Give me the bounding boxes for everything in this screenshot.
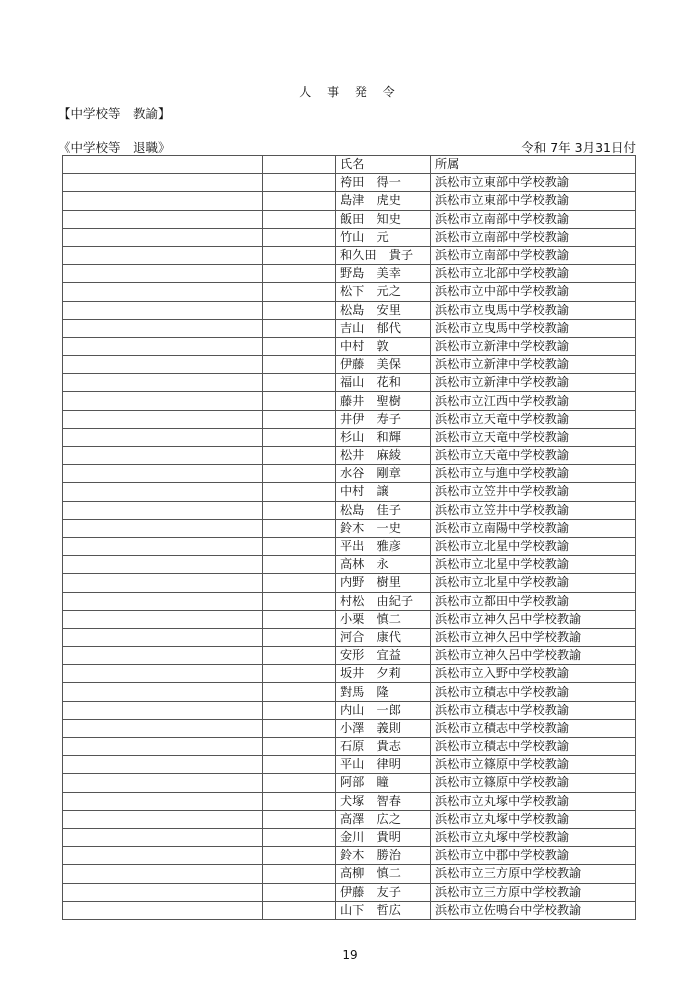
- table-header-row: [63, 156, 636, 174]
- name-cell: 吉山 郁代: [336, 319, 431, 337]
- empty-cell: [63, 210, 263, 228]
- name-cell: 村松 由紀子: [336, 592, 431, 610]
- affiliation-cell: 浜松市立南部中学校教諭: [431, 246, 636, 264]
- empty-cell: [263, 210, 336, 228]
- empty-cell: [263, 701, 336, 719]
- name-cell: 高澤 広之: [336, 810, 431, 828]
- empty-cell: [263, 410, 336, 428]
- empty-cell: [63, 792, 263, 810]
- empty-cell: [263, 337, 336, 355]
- table-row: [63, 374, 636, 392]
- empty-cell: [263, 156, 336, 174]
- name-cell: 野島 美幸: [336, 265, 431, 283]
- table-row: [63, 556, 636, 574]
- name-cell: 河合 康代: [336, 628, 431, 646]
- affiliation-cell: 浜松市立神久呂中学校教諭: [431, 628, 636, 646]
- empty-cell: [63, 719, 263, 737]
- affiliation-cell: 浜松市立篠原中学校教諭: [431, 756, 636, 774]
- name-cell: 高林 永: [336, 556, 431, 574]
- affiliation-cell: 浜松市立丸塚中学校教諭: [431, 828, 636, 846]
- affiliation-cell: 浜松市立天竜中学校教諭: [431, 428, 636, 446]
- affiliation-cell: 浜松市立南部中学校教諭: [431, 210, 636, 228]
- empty-cell: [263, 883, 336, 901]
- table-row: [63, 174, 636, 192]
- affiliation-cell: 浜松市立三方原中学校教諭: [431, 865, 636, 883]
- empty-cell: [63, 756, 263, 774]
- empty-cell: [63, 628, 263, 646]
- empty-cell: [263, 810, 336, 828]
- name-cell: 阿部 瞳: [336, 774, 431, 792]
- affiliation-cell: 浜松市立新津中学校教諭: [431, 374, 636, 392]
- empty-cell: [263, 501, 336, 519]
- table-row: [63, 665, 636, 683]
- empty-cell: [263, 774, 336, 792]
- affiliation-cell: 浜松市立東部中学校教諭: [431, 192, 636, 210]
- affiliation-cell: 浜松市立南陽中学校教諭: [431, 519, 636, 537]
- table-row: [63, 465, 636, 483]
- name-cell: 安形 宜益: [336, 647, 431, 665]
- name-cell: 竹山 元: [336, 228, 431, 246]
- affiliation-cell: 浜松市立積志中学校教諭: [431, 738, 636, 756]
- name-cell: 鈴木 一史: [336, 519, 431, 537]
- affiliation-cell: 浜松市立中部中学校教諭: [431, 283, 636, 301]
- empty-cell: [263, 301, 336, 319]
- table-row: [63, 883, 636, 901]
- empty-cell: [263, 828, 336, 846]
- empty-cell: [263, 719, 336, 737]
- empty-cell: [63, 228, 263, 246]
- name-cell: 金川 貴明: [336, 828, 431, 846]
- empty-cell: [263, 265, 336, 283]
- name-cell: 島津 虎史: [336, 192, 431, 210]
- table-row: [63, 756, 636, 774]
- name-cell: 平出 雅彦: [336, 537, 431, 555]
- table-row: [63, 719, 636, 737]
- affiliation-cell: 浜松市立江西中学校教諭: [431, 392, 636, 410]
- empty-cell: [263, 319, 336, 337]
- name-cell: 中村 敦: [336, 337, 431, 355]
- table-row: [63, 865, 636, 883]
- table-row: [63, 246, 636, 264]
- name-cell: 小澤 義則: [336, 719, 431, 737]
- name-cell: 伊藤 友子: [336, 883, 431, 901]
- empty-cell: [63, 592, 263, 610]
- name-cell: 對馬 隆: [336, 683, 431, 701]
- empty-cell: [263, 574, 336, 592]
- empty-cell: [63, 319, 263, 337]
- name-cell: 杉山 和輝: [336, 428, 431, 446]
- name-cell: 犬塚 智春: [336, 792, 431, 810]
- name-cell: 中村 譲: [336, 483, 431, 501]
- table-row: [63, 447, 636, 465]
- affiliation-cell: 浜松市立新津中学校教諭: [431, 337, 636, 355]
- name-cell: 内山 一郎: [336, 701, 431, 719]
- table-row: [63, 319, 636, 337]
- table-row: [63, 610, 636, 628]
- empty-cell: [263, 592, 336, 610]
- empty-cell: [263, 465, 336, 483]
- empty-cell: [263, 174, 336, 192]
- table-row: [63, 192, 636, 210]
- page-title: 人 事 発 令: [299, 85, 401, 99]
- empty-cell: [263, 447, 336, 465]
- empty-cell: [63, 865, 263, 883]
- empty-cell: [63, 301, 263, 319]
- table-row: [63, 738, 636, 756]
- name-cell: 松島 安里: [336, 301, 431, 319]
- affiliation-cell: 浜松市立丸塚中学校教諭: [431, 792, 636, 810]
- empty-cell: [63, 447, 263, 465]
- empty-cell: [63, 501, 263, 519]
- table-row: [63, 592, 636, 610]
- affiliation-cell: 浜松市立笠井中学校教諭: [431, 483, 636, 501]
- empty-cell: [63, 883, 263, 901]
- affiliation-cell: 浜松市立新津中学校教諭: [431, 356, 636, 374]
- empty-cell: [263, 228, 336, 246]
- affiliation-cell: 浜松市立都田中学校教諭: [431, 592, 636, 610]
- affiliation-cell: 浜松市立天竜中学校教諭: [431, 410, 636, 428]
- affiliation-cell: 浜松市立北星中学校教諭: [431, 574, 636, 592]
- empty-cell: [63, 392, 263, 410]
- empty-cell: [63, 647, 263, 665]
- affiliation-cell: 浜松市立佐鳴台中学校教諭: [431, 901, 636, 919]
- empty-cell: [63, 156, 263, 174]
- column-header-name: 氏名: [336, 156, 431, 174]
- empty-cell: [263, 428, 336, 446]
- table-row: [63, 537, 636, 555]
- table-row: [63, 301, 636, 319]
- affiliation-cell: 浜松市立天竜中学校教諭: [431, 447, 636, 465]
- name-cell: 坂井 夕莉: [336, 665, 431, 683]
- empty-cell: [63, 410, 263, 428]
- affiliation-cell: 浜松市立篠原中学校教諭: [431, 774, 636, 792]
- empty-cell: [263, 628, 336, 646]
- empty-cell: [263, 483, 336, 501]
- empty-cell: [263, 683, 336, 701]
- table-row: [63, 283, 636, 301]
- empty-cell: [263, 374, 336, 392]
- name-cell: 山下 哲広: [336, 901, 431, 919]
- empty-cell: [63, 701, 263, 719]
- table-row: [63, 847, 636, 865]
- name-cell: 石原 貴志: [336, 738, 431, 756]
- affiliation-cell: 浜松市立神久呂中学校教諭: [431, 647, 636, 665]
- table-row: [63, 810, 636, 828]
- table-row: [63, 356, 636, 374]
- affiliation-cell: 浜松市立入野中学校教諭: [431, 665, 636, 683]
- table-row: [63, 410, 636, 428]
- section-label: 《中学校等 退職》: [58, 140, 171, 155]
- table-row: [63, 392, 636, 410]
- name-cell: 藤井 聖樹: [336, 392, 431, 410]
- empty-cell: [63, 810, 263, 828]
- empty-cell: [63, 356, 263, 374]
- empty-cell: [63, 519, 263, 537]
- empty-cell: [63, 556, 263, 574]
- affiliation-cell: 浜松市立積志中学校教諭: [431, 719, 636, 737]
- empty-cell: [63, 265, 263, 283]
- table-row: [63, 683, 636, 701]
- page-number: 19: [342, 948, 358, 962]
- empty-cell: [263, 865, 336, 883]
- empty-cell: [263, 847, 336, 865]
- empty-cell: [63, 428, 263, 446]
- table-row: [63, 628, 636, 646]
- empty-cell: [63, 537, 263, 555]
- table-row: [63, 265, 636, 283]
- name-cell: 和久田 貴子: [336, 246, 431, 264]
- name-cell: 袴田 得一: [336, 174, 431, 192]
- table-row: [63, 501, 636, 519]
- section-header: [58, 138, 636, 154]
- empty-cell: [63, 374, 263, 392]
- effective-date: 令和 7年 3月31日付: [521, 140, 636, 155]
- affiliation-cell: 浜松市立与進中学校教諭: [431, 465, 636, 483]
- empty-cell: [263, 756, 336, 774]
- table-row: [63, 828, 636, 846]
- table-row: [63, 210, 636, 228]
- affiliation-cell: 浜松市立丸塚中学校教諭: [431, 810, 636, 828]
- empty-cell: [63, 683, 263, 701]
- empty-cell: [63, 738, 263, 756]
- empty-cell: [263, 610, 336, 628]
- affiliation-cell: 浜松市立東部中学校教諭: [431, 174, 636, 192]
- table-row: [63, 901, 636, 919]
- empty-cell: [63, 901, 263, 919]
- name-cell: 内野 樹里: [336, 574, 431, 592]
- name-cell: 福山 花和: [336, 374, 431, 392]
- affiliation-cell: 浜松市立三方原中学校教諭: [431, 883, 636, 901]
- personnel-table-body: [63, 156, 636, 920]
- empty-cell: [63, 283, 263, 301]
- name-cell: 飯田 知史: [336, 210, 431, 228]
- empty-cell: [263, 392, 336, 410]
- column-header-affiliation: 所属: [431, 156, 636, 174]
- personnel-table: [62, 155, 636, 920]
- affiliation-cell: 浜松市立北部中学校教諭: [431, 265, 636, 283]
- empty-cell: [63, 665, 263, 683]
- table-row: [63, 483, 636, 501]
- table-row: [63, 774, 636, 792]
- empty-cell: [63, 483, 263, 501]
- empty-cell: [263, 738, 336, 756]
- affiliation-cell: 浜松市立積志中学校教諭: [431, 701, 636, 719]
- category-heading: 【中学校等 教諭】: [58, 106, 171, 121]
- empty-cell: [63, 246, 263, 264]
- name-cell: 鈴木 勝治: [336, 847, 431, 865]
- name-cell: 井伊 寿子: [336, 410, 431, 428]
- affiliation-cell: 浜松市立南部中学校教諭: [431, 228, 636, 246]
- empty-cell: [263, 792, 336, 810]
- table-row: [63, 519, 636, 537]
- table-row: [63, 792, 636, 810]
- name-cell: 水谷 剛章: [336, 465, 431, 483]
- empty-cell: [263, 647, 336, 665]
- table-row: [63, 428, 636, 446]
- affiliation-cell: 浜松市立北星中学校教諭: [431, 537, 636, 555]
- affiliation-cell: 浜松市立積志中学校教諭: [431, 683, 636, 701]
- empty-cell: [263, 519, 336, 537]
- empty-cell: [63, 610, 263, 628]
- empty-cell: [263, 192, 336, 210]
- empty-cell: [263, 901, 336, 919]
- affiliation-cell: 浜松市立北星中学校教諭: [431, 556, 636, 574]
- table-row: [63, 228, 636, 246]
- empty-cell: [263, 356, 336, 374]
- empty-cell: [63, 337, 263, 355]
- name-cell: 松下 元之: [336, 283, 431, 301]
- affiliation-cell: 浜松市立中郡中学校教諭: [431, 847, 636, 865]
- empty-cell: [63, 574, 263, 592]
- name-cell: 高柳 慎二: [336, 865, 431, 883]
- empty-cell: [63, 174, 263, 192]
- affiliation-cell: 浜松市立神久呂中学校教諭: [431, 610, 636, 628]
- table-row: [63, 337, 636, 355]
- empty-cell: [63, 192, 263, 210]
- affiliation-cell: 浜松市立曳馬中学校教諭: [431, 319, 636, 337]
- name-cell: 平山 律明: [336, 756, 431, 774]
- empty-cell: [63, 465, 263, 483]
- table-row: [63, 701, 636, 719]
- empty-cell: [263, 246, 336, 264]
- empty-cell: [63, 828, 263, 846]
- table-row: [63, 574, 636, 592]
- name-cell: 小栗 慎二: [336, 610, 431, 628]
- affiliation-cell: 浜松市立笠井中学校教諭: [431, 501, 636, 519]
- empty-cell: [263, 537, 336, 555]
- empty-cell: [63, 774, 263, 792]
- name-cell: 松井 麻綾: [336, 447, 431, 465]
- name-cell: 伊藤 美保: [336, 356, 431, 374]
- empty-cell: [63, 847, 263, 865]
- name-cell: 松島 佳子: [336, 501, 431, 519]
- empty-cell: [263, 283, 336, 301]
- table-row: [63, 647, 636, 665]
- affiliation-cell: 浜松市立曳馬中学校教諭: [431, 301, 636, 319]
- empty-cell: [263, 556, 336, 574]
- empty-cell: [263, 665, 336, 683]
